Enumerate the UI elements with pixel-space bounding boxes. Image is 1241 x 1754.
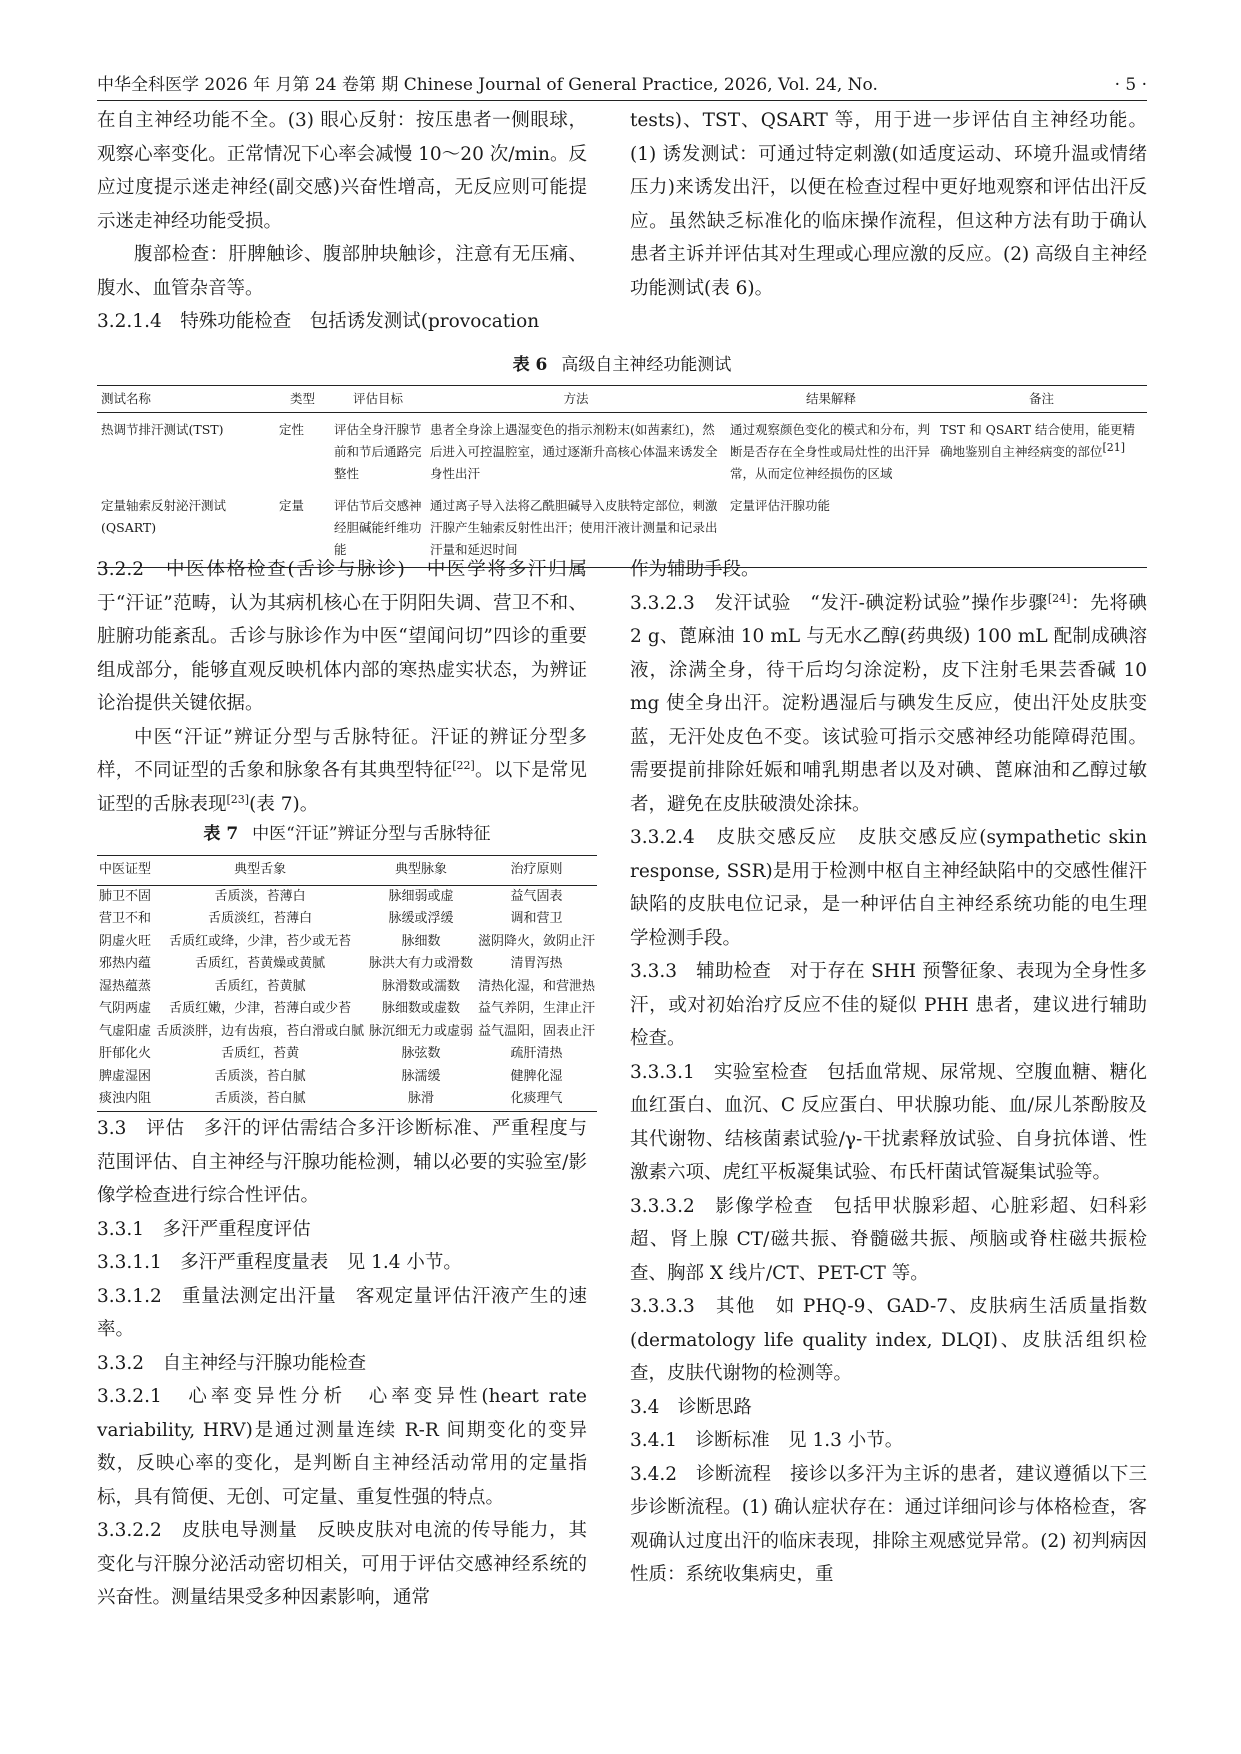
column-header: 方法 — [426, 386, 726, 413]
table-cell: 益气养阴，生津止汗 — [477, 1001, 595, 1016]
paragraph: 腹部检查：肝脾触诊、腹部肿块触诊，注意有无压痛、腹水、血管杂音等。 — [97, 244, 587, 299]
column-header: 典型舌象 — [154, 856, 366, 886]
section-heading: 3.2.1.4 特殊功能检查 包括诱发测试(provocation — [97, 311, 540, 332]
table-cell: 舌质淡红，苔薄白 — [208, 911, 313, 926]
table-row — [97, 1043, 597, 1066]
paragraph: 3.4.2 诊断流程 接诊以多汗为主诉的患者，建议遵循以下三步诊断流程。(1) 确认症状存在：通过详细问诊与体格检查，客观确认过度出汗的临床表现，排除主观感觉异常。(2) 初判病因性质：系统收集病史，重 — [630, 1463, 1147, 1585]
table-cell: 湿热蕴蒸 — [99, 978, 152, 994]
table-cell: 肝郁化火 — [99, 1046, 152, 1061]
column-header: 备注 — [936, 386, 1147, 413]
table-cell: 舌质红或绛，少津，苔少或无苔 — [169, 933, 352, 949]
table-cell: 评估节后交感神经胆碱能纤维功能 — [330, 487, 426, 568]
paragraph: 3.3.1.2 重量法测定出汗量 客观定量评估汗液产生的速率。 — [97, 1285, 587, 1340]
journal-citation: 中华全科医学 2026 年 月第 24 卷第 期 Chinese Journal of General Practice, 2026, Vol. 24, No. — [97, 75, 878, 95]
top-right-column — [630, 104, 1147, 305]
paragraph: 3.2.2 中医体格检查(舌诊与脉诊) 中医学将多汗归属于“汗证”范畴，认为其病机核心在于阴阳失调、营卫不和、脏腑功能紊乱。舌诊与脉诊作为中医“望闻问切”四诊的重要组成部分，能够直观反映机体内部的寒热虚实状态，为辨证论治提供关键依据。 — [97, 559, 587, 714]
table-cell: 舌质淡，苔薄白 — [214, 888, 306, 904]
table-header-row — [97, 856, 597, 886]
running-header — [97, 70, 1147, 101]
page-number: · 5 · — [1114, 75, 1147, 95]
paragraph: 3.3 评估 多汗的评估需结合多汗诊断标准、严重程度与范围评估、自主神经与汗腺功能检测，辅以必要的实验室/影像学检查进行综合性评估。 — [97, 1118, 587, 1206]
column-header: 中医证型 — [97, 856, 154, 886]
citation: [23] — [226, 792, 250, 806]
table6-title: 高级自主神经功能测试 — [561, 355, 732, 375]
paragraph: 3.3.2.1 心率变异性分析 心率变异性(heart rate variability, HRV)是通过测量连续 R-R 间期变化的变异数，反映心率的变化，是判断自主神经活动常用的定量指标，具有简便、无创、可定量、重复性强的特点。 — [97, 1386, 587, 1508]
table7 — [97, 855, 597, 1112]
table-cell: 脉濡缓 — [401, 1068, 441, 1084]
paragraph-text: 3.3.2.3 发汗试验 “发汗-碘淀粉试验”操作步骤 — [630, 592, 1048, 614]
column-header: 评估目标 — [330, 386, 426, 413]
table-row — [97, 885, 597, 908]
right-column — [630, 553, 1147, 1592]
table-cell: 滋阴降火，敛阴止汗 — [477, 933, 595, 949]
table-row — [97, 908, 597, 931]
table-cell: 清胃泻热 — [510, 956, 563, 971]
paragraph: 作为辅助手段。 — [630, 559, 760, 580]
table-row — [97, 931, 597, 954]
table-cell: 脉沉细无力或虚弱 — [369, 1023, 474, 1039]
table-cell: 脉细弱或虚 — [388, 888, 454, 904]
table-cell: 肺卫不固 — [99, 888, 152, 904]
table-cell — [936, 413, 1147, 488]
column-header: 治疗原则 — [476, 856, 597, 886]
table-cell: 调和营卫 — [510, 911, 563, 926]
table6 — [97, 385, 1147, 568]
table-cell: 脉细数 — [401, 933, 441, 949]
paragraph-text: 中医“汗证”辨证分型与舌脉特征。汗证的辨证分型多样，不同证型的舌象和脉象各有其典型特征 — [97, 726, 587, 781]
table-header-row — [97, 386, 1147, 413]
paragraph: tests)、TST、QSART 等，用于进一步评估自主神经功能。(1) 诱发测试：可通过特定刺激(如适度运动、环境升温或情绪压力)来诱发出汗，以便在检查过程中更好地观察和评估出汗反应。虽然缺乏标准化的临床操作流程，但这种方法有助于确认患者主诉并评估其对生理或心理应激的反应。(2) 高级自主神经功能测试(表 6)。 — [630, 110, 1147, 299]
bottom-left-column — [97, 1112, 587, 1615]
table-cell: 脉洪大有力或滑数 — [369, 956, 474, 971]
table-cell: 患者全身涂上遇湿变色的指示剂粉末(如茜素红)，然后进入可控温腔室，通过逐渐升高核心体温来诱发全身性出汗 — [430, 422, 718, 481]
table-cell: 益气固表 — [510, 888, 563, 904]
citation: [22] — [452, 758, 475, 772]
table-cell: 定量 — [275, 487, 330, 568]
table-cell: 化痰理气 — [476, 1088, 597, 1111]
paragraph — [630, 587, 1147, 822]
paragraph: 3.3.2.2 皮肤电导测量 反映皮肤对电流的传导能力，其变化与汗腺分泌活动密切相关，可用于评估交感神经系统的兴奋性。测量结果受多种因素影响，通常 — [97, 1520, 587, 1608]
table-row — [97, 1088, 597, 1111]
paragraph: 3.3.3.1 实验室检查 包括血常规、尿常规、空腹血糖、糖化血红蛋白、血沉、C 反应蛋白、甲状腺功能、血/尿儿茶酚胺及其代谢物、结核菌素试验/γ-干扰素释放试验、自身抗体谱、性激素六项、虎红平板凝集试验、布氏杆菌试管凝集试验等。 — [630, 1061, 1147, 1183]
table-row — [97, 1066, 597, 1089]
table-row — [97, 413, 1147, 488]
table-cell: 热调节排汗测试(TST) — [101, 422, 224, 437]
table-cell: 疏肝清热 — [510, 1046, 563, 1061]
table-row — [97, 953, 597, 976]
table-cell: 阴虚火旺 — [99, 933, 152, 949]
table-cell: 通过观察颜色变化的模式和分布，判断是否存在全身性或局灶性的出汗异常，从而定位神经损伤的区域 — [730, 422, 931, 481]
table-cell: 定量评估汗腺功能 — [726, 487, 936, 568]
table-cell: 舌质淡，苔白腻 — [214, 1068, 306, 1084]
table-cell: 脉细数或虚数 — [382, 1001, 461, 1016]
paragraph — [97, 721, 587, 822]
citation: [24] — [1047, 591, 1071, 605]
table-row — [97, 1021, 597, 1044]
table-cell: 邪热内蕴 — [99, 956, 152, 971]
table-cell: 脉滑 — [366, 1088, 476, 1111]
paragraph: 3.3.3 辅助检查 对于存在 SHH 预警征象、表现为全身性多汗，或对初始治疗反应不佳的疑似 PHH 患者，建议进行辅助检查。 — [630, 961, 1147, 1049]
table-row — [97, 976, 597, 999]
table-cell: 营卫不和 — [99, 911, 152, 926]
table-cell: 舌质红，苔黄腻 — [214, 978, 306, 994]
table-cell: 舌质红，苔黄 — [221, 1046, 300, 1061]
section-heading: 3.3.1 多汗严重程度评估 — [97, 1218, 311, 1240]
table-cell: 舌质红嫩，少津，苔薄白或少苔 — [169, 1001, 352, 1016]
column-header: 典型脉象 — [366, 856, 476, 886]
table7-title: 中医“汗证”辨证分型与舌脉特征 — [252, 824, 491, 844]
table-cell: 气虚阳虚 — [99, 1023, 152, 1039]
paragraph: 3.4.1 诊断标准 见 1.3 小节。 — [630, 1430, 904, 1451]
paragraph: 3.3.2.4 皮肤交感反应 皮肤交感反应(sympathetic skin response, SSR)是用于检测中枢自主神经缺陷中的交感性催汗缺陷的皮肤电位记录，是一种评估自主神经系统功能的电生理学检测手段。 — [630, 827, 1147, 949]
paragraph-text: ：先将碘 2 g、蓖麻油 10 mL 与无水乙醇(药典级) 100 mL 配制成碘溶液，涂满全身，待干后均匀涂淀粉，皮下注射毛果芸香碱 10 mg 使全身出汗。淀粉遇湿后与碘发生反应，使出汗处皮肤变蓝，无汗处皮色不变。该试验可指示交感神经功能障碍范围。需要提前排除妊娠和哺乳期患者以及对碘、蓖麻油和乙醇过敏者，避免在皮肤破溃处涂抹。 — [630, 592, 1147, 815]
table7-label: 表 7 — [203, 824, 239, 844]
table-cell: 痰浊内阻 — [97, 1088, 154, 1111]
table-cell: 脉滑数或濡数 — [382, 978, 461, 994]
table-cell: 评估全身汗腺节前和节后通路完整性 — [334, 422, 422, 481]
table-cell: 定性 — [279, 422, 305, 437]
table-cell: 健脾化湿 — [510, 1068, 563, 1084]
table-cell: 清热化湿，和营泄热 — [477, 978, 595, 994]
table6-caption — [97, 352, 1147, 378]
table-cell: 脾虚湿困 — [99, 1068, 152, 1084]
table-cell: 脉弦数 — [401, 1046, 441, 1061]
table-cell: 脉缓或浮缓 — [388, 911, 454, 926]
table-cell: 益气温阳，固表止汗 — [477, 1023, 595, 1039]
paragraph-text: 。以下是常见证型的舌脉表现 — [97, 760, 587, 815]
column-header: 测试名称 — [97, 386, 275, 413]
table-cell: 气阴两虚 — [99, 1001, 152, 1016]
table-cell: 通过离子导入法将乙酰胆碱导入皮肤特定部位，刺激汗腺产生轴索反射性出汗；使用汗液计测量和记录出汗量和延迟时间 — [426, 487, 726, 568]
table-row — [97, 998, 597, 1021]
table6-label: 表 6 — [512, 355, 548, 375]
paragraph: 在自主神经功能不全。(3) 眼心反射：按压患者一侧眼球，观察心率变化。正常情况下心率会减慢 10～20 次/min。反应过度提示迷走神经(副交感)兴奋性增高，无反应则可能提示迷走神经功能受损。 — [97, 110, 587, 232]
section-heading: 3.4 诊断思路 — [630, 1396, 752, 1418]
table-cell-text: TST 和 QSART 结合使用，能更精确地鉴别自主神经病变的部位 — [940, 422, 1136, 459]
table7-caption — [97, 821, 597, 847]
column-header: 类型 — [275, 386, 330, 413]
paragraph: 3.3.3.2 影像学检查 包括甲状腺彩超、心脏彩超、妇科彩超、肾上腺 CT/磁共振、脊髓磁共振、颅脑或脊柱磁共振检查、胸部 X 线片/CT、PET-CT 等。 — [630, 1195, 1147, 1284]
section-heading: 3.3.1.1 多汗严重程度量表 见 1.4 小节。 — [97, 1252, 462, 1273]
mid-left-column — [97, 553, 587, 821]
table-cell: 舌质淡，苔白腻 — [154, 1088, 366, 1111]
citation: [21] — [1102, 440, 1126, 454]
table-cell: 舌质淡胖，边有齿痕，苔白滑或白腻 — [156, 1023, 365, 1039]
table-cell: 舌质红，苔黄燥或黄腻 — [195, 956, 326, 971]
section-heading: 3.3.2 自主神经与汗腺功能检查 — [97, 1352, 367, 1374]
paragraph-text: (表 7)。 — [249, 793, 319, 815]
table-cell: 定量轴索反射泌汗测试(QSART) — [97, 487, 275, 568]
paragraph: 3.3.3.3 其他 如 PHQ-9、GAD-7、皮肤病生活质量指数(dermatology life quality index, DLQI)、皮肤活组织检查，皮肤代谢物的检测等。 — [630, 1296, 1147, 1384]
column-header: 结果解释 — [726, 386, 936, 413]
top-left-column — [97, 104, 587, 339]
